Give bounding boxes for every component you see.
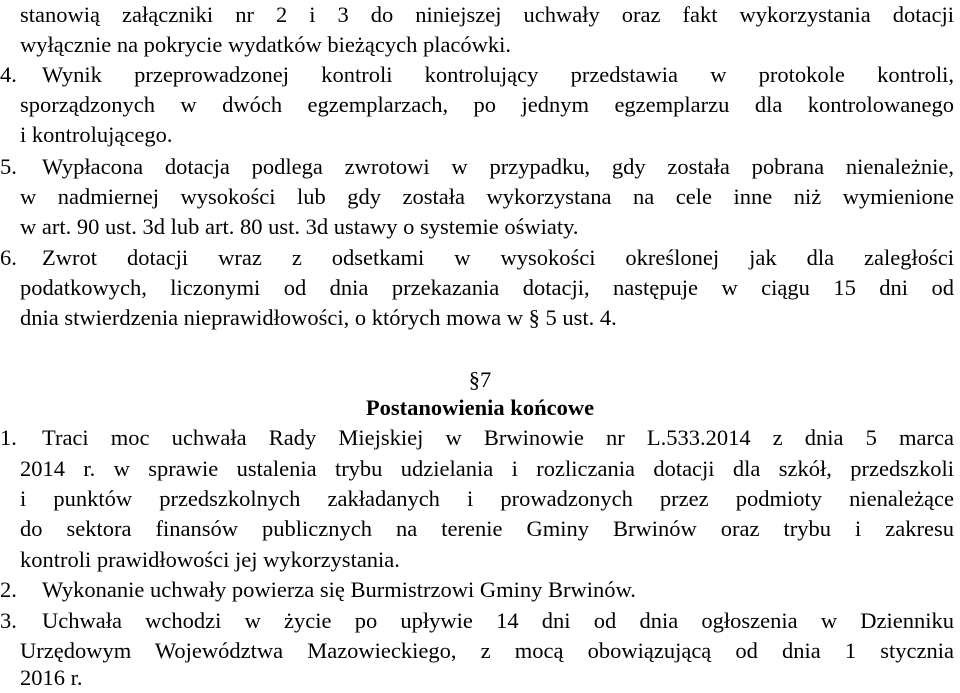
item-5-line-1: Wypłacona dotacja podlega zwrotowi w przypadku, gdy została pobrana nienależnie, — [42, 154, 954, 179]
final-item-3-line-3: 2016 r. — [20, 665, 83, 690]
final-item-3-number: 3. — [0, 608, 17, 633]
item-5-line-2: w nadmiernej wysokości lub gdy została wykorzystana na cele inne niż wymienione — [20, 184, 954, 209]
intro-line-2: wyłącznie na pokrycie wydatków bieżących placówki. — [20, 32, 512, 57]
final-item-1-line-4: do sektora finansów publicznych na terenie Gminy Brwinów oraz trybu i zakresu — [20, 516, 954, 541]
item-4-number: 4. — [0, 62, 17, 87]
item-4-line-3: i kontrolującego. — [20, 122, 173, 147]
item-4-line-1: Wynik przeprowadzonej kontroli kontrolujący przedstawia w protokole kontroli, — [42, 62, 954, 87]
item-4-line-2: sporządzonych w dwóch egzemplarzach, po jednym egzemplarzu dla kontrolowanego — [20, 92, 954, 117]
final-item-2-line-1: Wykonanie uchwały powierza się Burmistrzowi Gminy Brwinów. — [42, 577, 636, 602]
item-6-number: 6. — [0, 245, 17, 270]
section-title: Postanowienia końcowe — [365, 395, 595, 420]
final-item-1-line-3: i punktów przedszkolnych zakładanych i prowadzonych przez podmioty nienależące — [20, 486, 954, 511]
item-6-line-2: podatkowych, liczonymi od dnia przekazania dotacji, następuje w ciągu 15 dni od — [20, 275, 954, 300]
final-item-1-number: 1. — [0, 425, 17, 450]
final-item-1-line-2: 2014 r. w sprawie ustalenia trybu udzielania i rozliczania dotacji dla szkół, przedszkoli — [20, 456, 954, 481]
final-item-3-line-1: Uchwała wchodzi w życie po upływie 14 dni od dnia ogłoszenia w Dzienniku — [42, 608, 954, 633]
item-5-line-3: w art. 90 ust. 3d lub art. 80 ust. 3d ustawy o systemie oświaty. — [20, 214, 579, 239]
item-5-number: 5. — [0, 154, 17, 179]
intro-line-1: stanowią załączniki nr 2 i 3 do niniejszej uchwały oraz fakt wykorzystania dotacji — [20, 2, 954, 27]
item-6-line-3: dnia stwierdzenia nieprawidłowości, o których mowa w § 5 ust. 4. — [20, 305, 617, 330]
section-paragraph-number: §7 — [468, 367, 492, 392]
final-item-3-line-2: Urzędowym Województwa Mazowieckiego, z mocą obowiązującą od dnia 1 stycznia — [20, 638, 954, 663]
final-item-2-number: 2. — [0, 577, 17, 602]
item-6-line-1: Zwrot dotacji wraz z odsetkami w wysokości określonej jak dla zaległości — [42, 245, 954, 270]
final-item-1-line-5: kontroli prawidłowości jej wykorzystania. — [20, 547, 400, 572]
final-item-1-line-1: Traci moc uchwała Rady Miejskiej w Brwinowie nr L.533.2014 z dnia 5 marca — [42, 425, 954, 450]
